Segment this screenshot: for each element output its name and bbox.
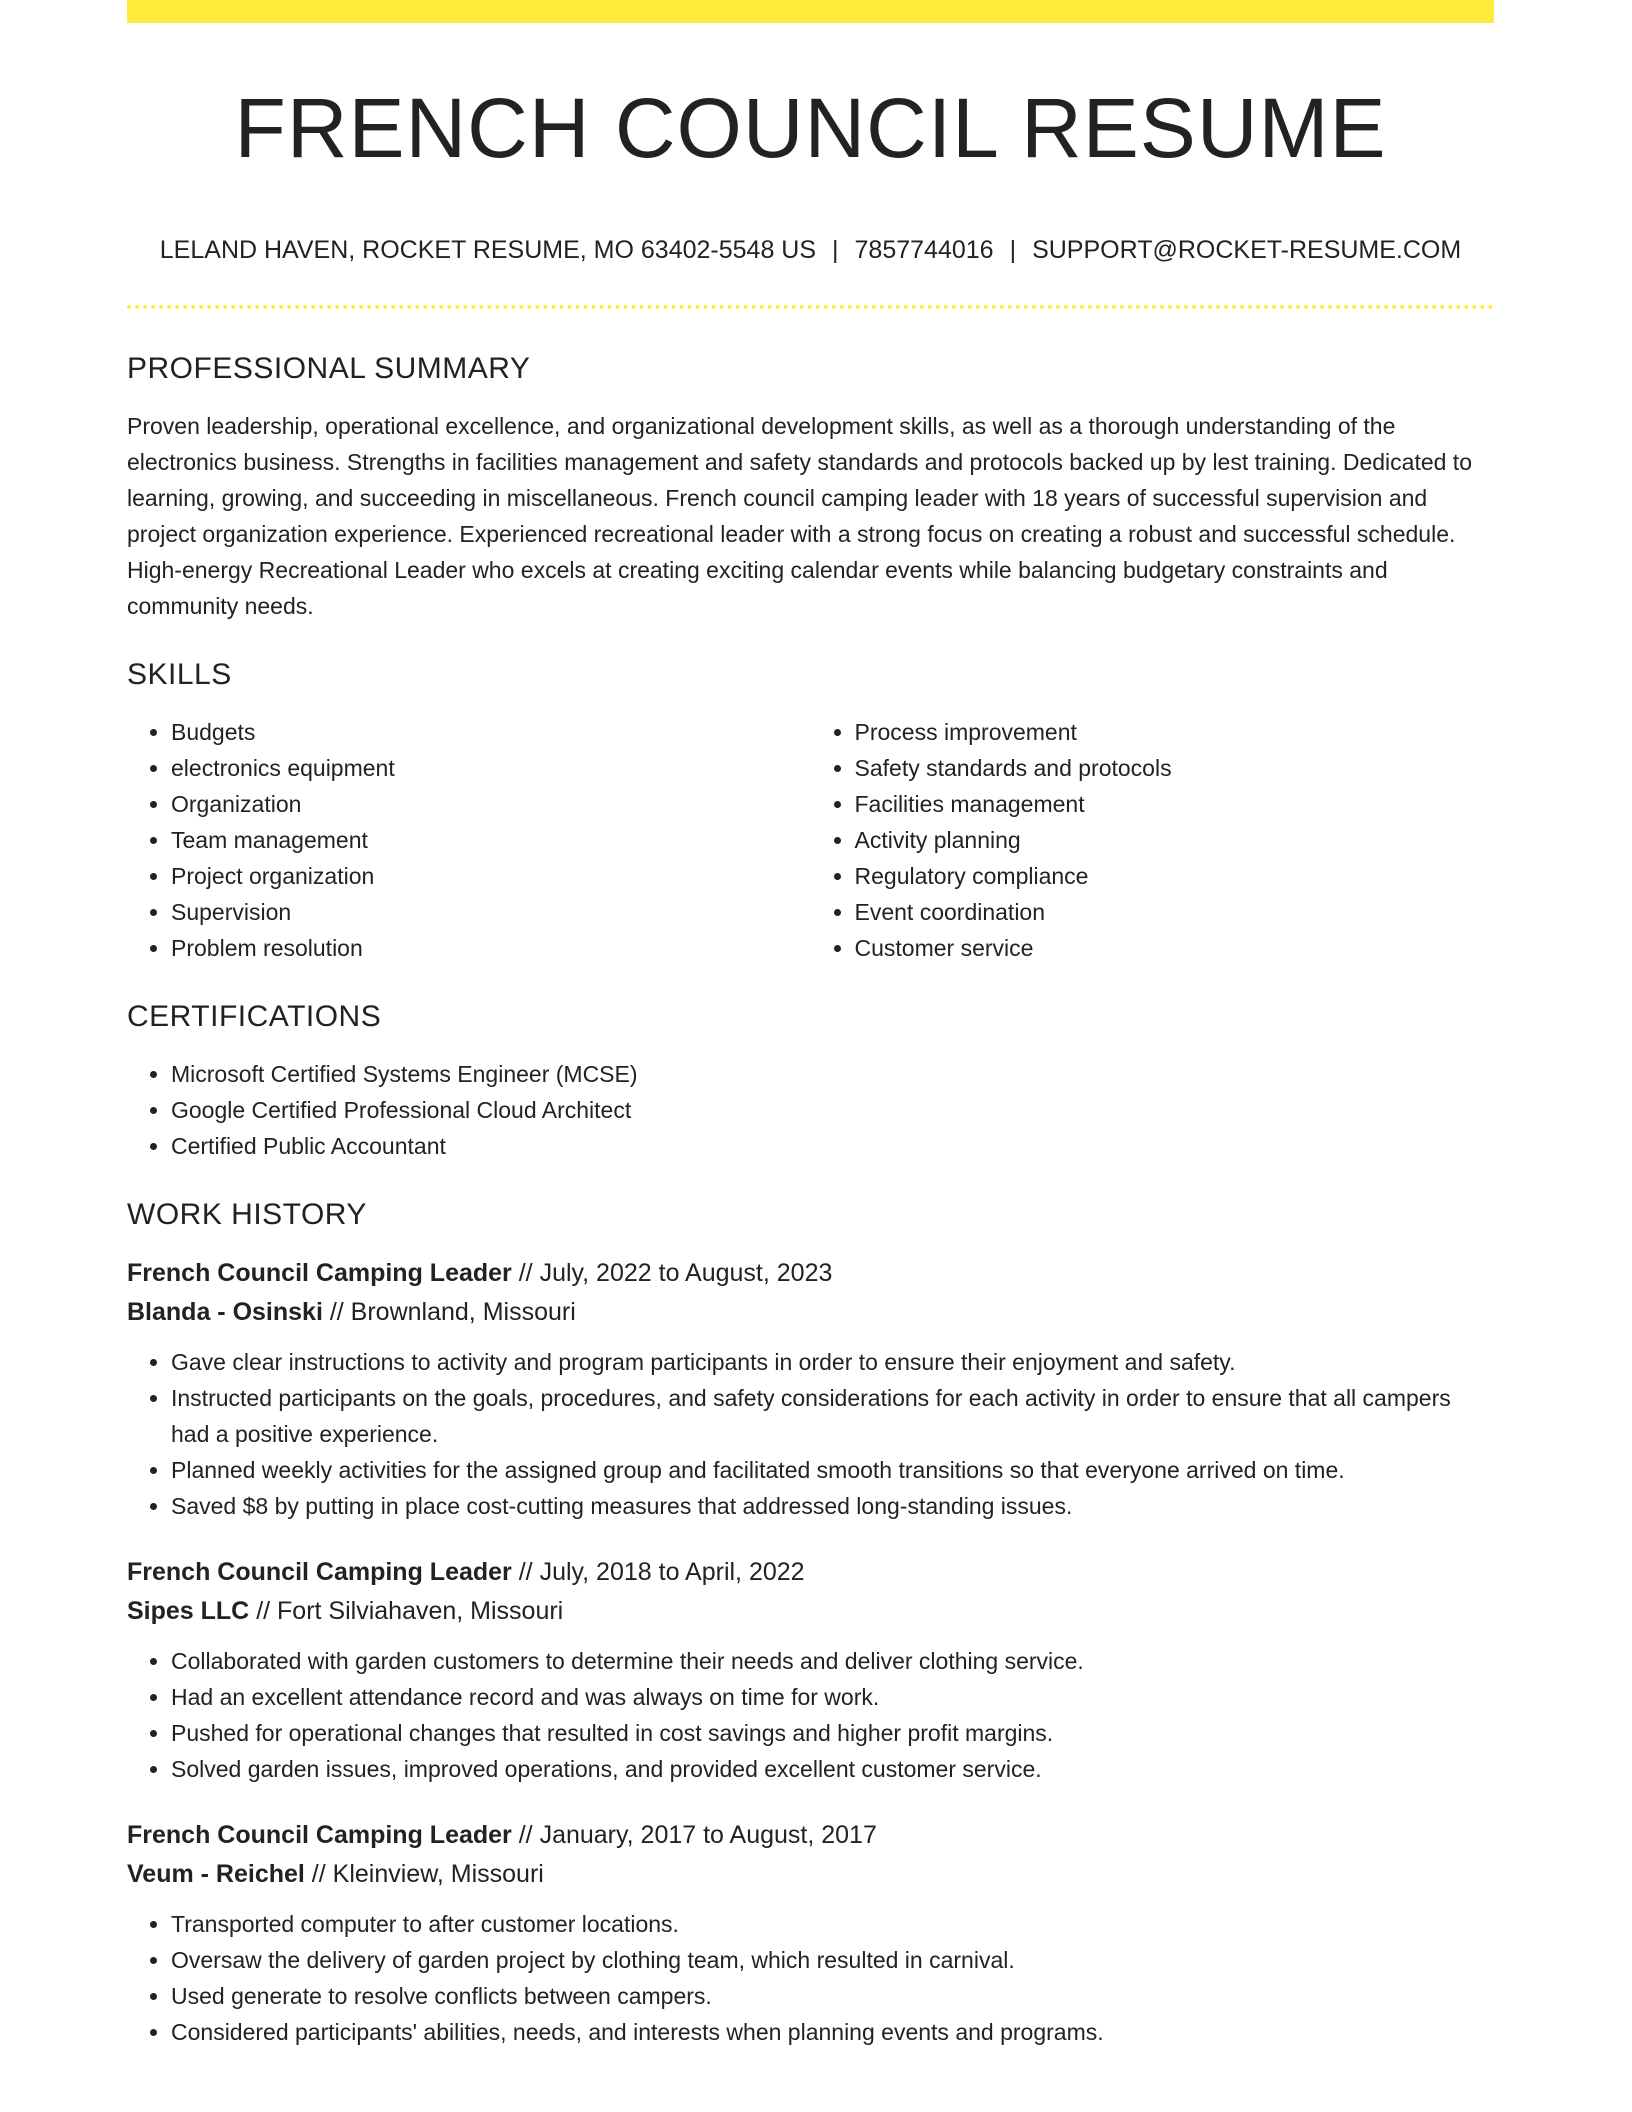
contact-line [127, 236, 1494, 265]
job-location: // Kleinview, Missouri [304, 1860, 544, 1888]
work-history-section [127, 1198, 1494, 2050]
job-duty: • Gave clear instructions to activity and program participants in order to ensure their enjoyment and safety. [171, 1344, 1494, 1380]
skill-item: • Team management [171, 822, 811, 858]
job-title-line [127, 1816, 1494, 1855]
job-duty: • Solved garden issues, improved operations, and provided excellent customer service. [171, 1751, 1494, 1787]
certifications-heading: CERTIFICATIONS [127, 1000, 382, 1033]
skills-section [127, 658, 1494, 966]
job-duties-list [127, 1643, 1494, 1787]
contact-phone: 7857744016 [854, 236, 994, 264]
certification-item: • Microsoft Certified Systems Engineer (MCSE) [171, 1056, 1494, 1092]
job-company-line [127, 1855, 1494, 1894]
job-title: French Council Camping Leader [127, 1558, 512, 1586]
job-duties-list [127, 1344, 1494, 1524]
skill-item: • Organization [171, 786, 811, 822]
job-company: Veum - Reichel [127, 1860, 305, 1888]
skill-item: • Customer service [855, 930, 1495, 966]
summary-section [127, 352, 1494, 624]
dotted-divider [127, 305, 1494, 309]
skill-item: • electronics equipment [171, 750, 811, 786]
job-dates: // January, 2017 to August, 2017 [511, 1821, 877, 1849]
skill-item: • Project organization [171, 858, 811, 894]
job-duty: • Had an excellent attendance record and was always on time for work. [171, 1679, 1494, 1715]
job-location: // Brownland, Missouri [322, 1298, 576, 1326]
summary-heading: PROFESSIONAL SUMMARY [127, 352, 531, 385]
contact-address: LELAND HAVEN, ROCKET RESUME, MO 63402-5548 US [159, 236, 817, 264]
job-duty: • Planned weekly activities for the assigned group and facilitated smooth transitions so that everyone arrived on time. [171, 1452, 1494, 1488]
job-title-line [127, 1254, 1494, 1293]
job-title: French Council Camping Leader [127, 1259, 512, 1287]
job-dates: // July, 2018 to April, 2022 [511, 1558, 805, 1586]
skill-item: • Safety standards and protocols [855, 750, 1495, 786]
skills-columns [127, 714, 1494, 966]
skill-item: • Process improvement [855, 714, 1495, 750]
job-company-line [127, 1293, 1494, 1332]
skill-item: • Facilities management [855, 786, 1495, 822]
job-title-line [127, 1553, 1494, 1592]
contact-separator: | [832, 236, 839, 264]
work-history-heading: WORK HISTORY [127, 1198, 367, 1231]
job-duty: • Collaborated with garden customers to determine their needs and deliver clothing service. [171, 1643, 1494, 1679]
job-duties-list [127, 1906, 1494, 2050]
resume-title: FRENCH COUNCIL RESUME [234, 81, 1387, 175]
skill-item: • Budgets [171, 714, 811, 750]
summary-text: Proven leadership, operational excellence, and organizational development skills, as well as a thorough understanding of the electronics business. Strengths in facilities management and safety standards and protocols backed up by lest training. Dedicated to learning, growing, and succeeding in miscellaneous. French council camping leader with 18 years of successful supervision and project organization experience. Experienced recreational leader with a strong focus on creating a robust and successful schedule. High-energy Recreational Leader who excels at creating exciting calendar events while balancing budgetary constraints and community needs. [127, 413, 1472, 619]
skill-item: • Event coordination [855, 894, 1495, 930]
certification-item: • Certified Public Accountant [171, 1128, 1494, 1164]
job-location: // Fort Silviahaven, Missouri [249, 1597, 564, 1625]
contact-email: SUPPORT@ROCKET-RESUME.COM [1032, 236, 1462, 264]
job-duty: • Oversaw the delivery of garden project by clothing team, which resulted in carnival. [171, 1942, 1494, 1978]
job-duty: • Saved $8 by putting in place cost-cutting measures that addressed long-standing issues. [171, 1488, 1494, 1524]
job-entry [127, 1816, 1494, 2050]
contact-separator: | [1009, 236, 1017, 264]
job-duty: • Transported computer to after customer locations. [171, 1906, 1494, 1942]
certifications-section [127, 1000, 1494, 1164]
job-duty: • Considered participants' abilities, needs, and interests when planning events and programs. [171, 2014, 1494, 2050]
certification-item: • Google Certified Professional Cloud Architect [171, 1092, 1494, 1128]
certifications-list [127, 1056, 1494, 1164]
skill-item: • Problem resolution [171, 930, 811, 966]
skill-item: • Activity planning [855, 822, 1495, 858]
skill-item: • Regulatory compliance [855, 858, 1495, 894]
job-duty: • Used generate to resolve conflicts between campers. [171, 1978, 1494, 2014]
resume-content [127, 352, 1494, 2079]
top-accent-bar [127, 0, 1494, 23]
job-entry [127, 1254, 1494, 1524]
job-company-line [127, 1592, 1494, 1631]
job-dates: // July, 2022 to August, 2023 [511, 1259, 833, 1287]
skills-left-list [127, 714, 811, 966]
skills-heading: SKILLS [127, 658, 232, 691]
job-company: Blanda - Osinski [127, 1298, 323, 1326]
job-duty: • Instructed participants on the goals, procedures, and safety considerations for each activity in order to ensure that all campers had a positive experience. [171, 1380, 1494, 1452]
job-entry [127, 1553, 1494, 1787]
skill-item: • Supervision [171, 894, 811, 930]
skills-right-list [811, 714, 1495, 966]
job-company: Sipes LLC [127, 1597, 250, 1625]
job-duty: • Pushed for operational changes that resulted in cost savings and higher profit margins. [171, 1715, 1494, 1751]
job-title: French Council Camping Leader [127, 1821, 512, 1849]
